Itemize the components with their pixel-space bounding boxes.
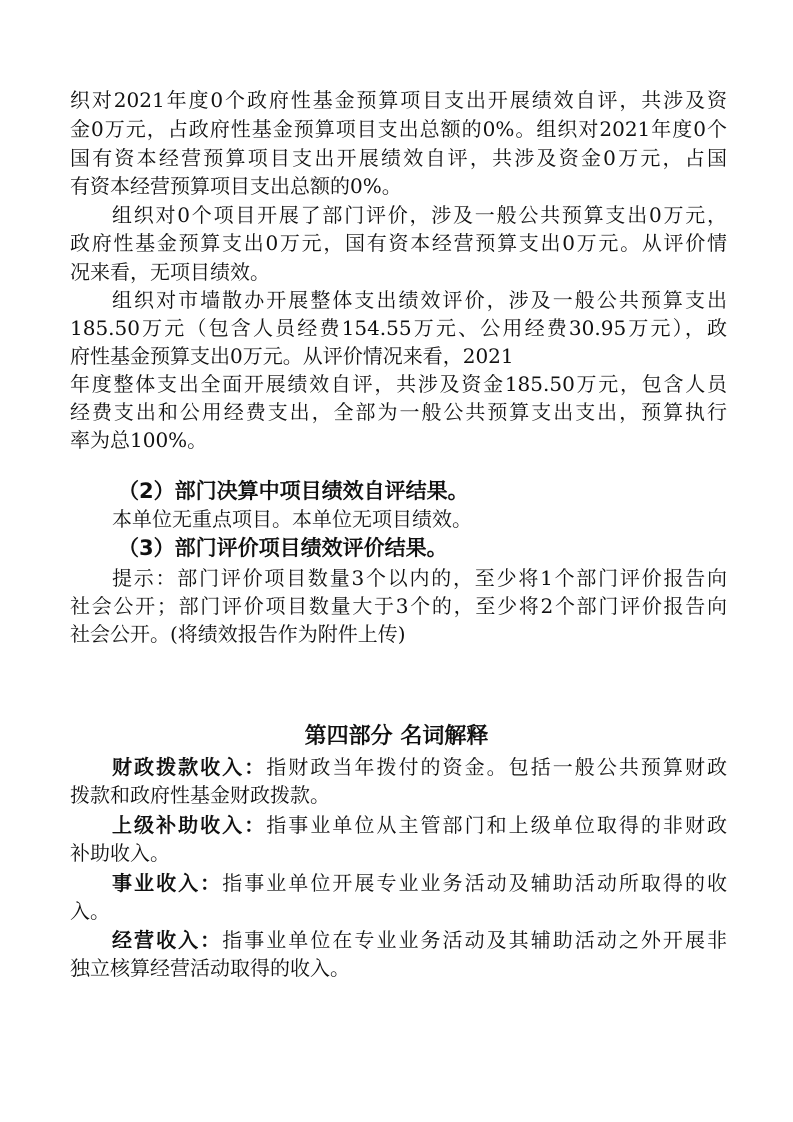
- text-line: [112, 754, 727, 780]
- text-line: 补助收入。: [70, 841, 170, 865]
- text-line: 经费支出和公用经费支出，全部为一般公共预算支出支出，预算执行: [70, 400, 727, 424]
- term-text: 指事业单位从主管部门和上级单位取得的非财政: [266, 813, 728, 837]
- text-line: 织对2021年度0个政府性基金预算项目支出开展绩效自评，共涉及资: [70, 88, 727, 112]
- text-line: 国有资本经营预算项目支出开展绩效自评，共涉及资金0万元，占国: [70, 146, 727, 170]
- text-line: 年度整体支出全面开展绩效自评，共涉及资金185.50万元，包含人员: [70, 372, 727, 396]
- text-line: [112, 927, 727, 953]
- text-line: 率为总100%。: [70, 428, 208, 452]
- term-label: 财政拨款收入：: [112, 755, 267, 779]
- text-line: [112, 870, 727, 896]
- text-line: 本单位无重点项目。本单位无项目绩效。: [112, 507, 472, 531]
- section-title: 第四部分 名词解释: [304, 724, 489, 749]
- text-line: 185.50万元（包含人员经费154.55万元、公用经费30.95万元），政: [70, 316, 727, 340]
- text-line: 金0万元，占政府性基金预算项目支出总额的0%。组织对2021年度0个: [70, 117, 727, 141]
- text-line: 政府性基金预算支出0万元，国有资本经营预算支出0万元。从评价情: [70, 231, 727, 255]
- text-line: 组织对0个项目开展了部门评价，涉及一般公共预算支出0万元，: [112, 203, 727, 227]
- term-text: 指事业单位开展专业业务活动及辅助活动所取得的收: [222, 871, 728, 895]
- heading-department-evaluation-results: （3）部门评价项目绩效评价结果。: [118, 536, 448, 560]
- text-line: 入。: [70, 899, 110, 923]
- text-line: 提示：部门评价项目数量3个以内的，至少将1个部门评价报告向: [112, 566, 727, 590]
- heading-project-self-evaluation: （2）部门决算中项目绩效自评结果。: [118, 479, 469, 503]
- term-label: 事业收入：: [112, 871, 223, 895]
- term-label: 上级补助收入：: [112, 813, 267, 837]
- term-text: 指事业单位在专业业务活动及其辅助活动之外开展非: [222, 928, 728, 952]
- text-line: 拨款和政府性基金财政拨款。: [70, 783, 330, 807]
- text-line: 有资本经营预算项目支出总额的0%。: [70, 174, 402, 198]
- text-line: 社会公开。(将绩效报告作为附件上传): [70, 622, 406, 646]
- text-line: 组织对市墙散办开展整体支出绩效评价，涉及一般公共预算支出: [112, 288, 727, 312]
- term-label: 经营收入：: [112, 928, 223, 952]
- text-line: 独立核算经营活动取得的收入。: [70, 956, 350, 980]
- text-line: 府性基金预算支出0万元。从评价情况来看，2021: [70, 344, 514, 368]
- text-line: [112, 812, 727, 838]
- term-text: 指财政当年拨付的资金。包括一般公共预算财政: [266, 755, 728, 779]
- text-line: 社会公开；部门评价项目数量大于3个的，至少将2个部门评价报告向: [70, 594, 727, 618]
- text-line: 况来看，无项目绩效。: [70, 260, 270, 284]
